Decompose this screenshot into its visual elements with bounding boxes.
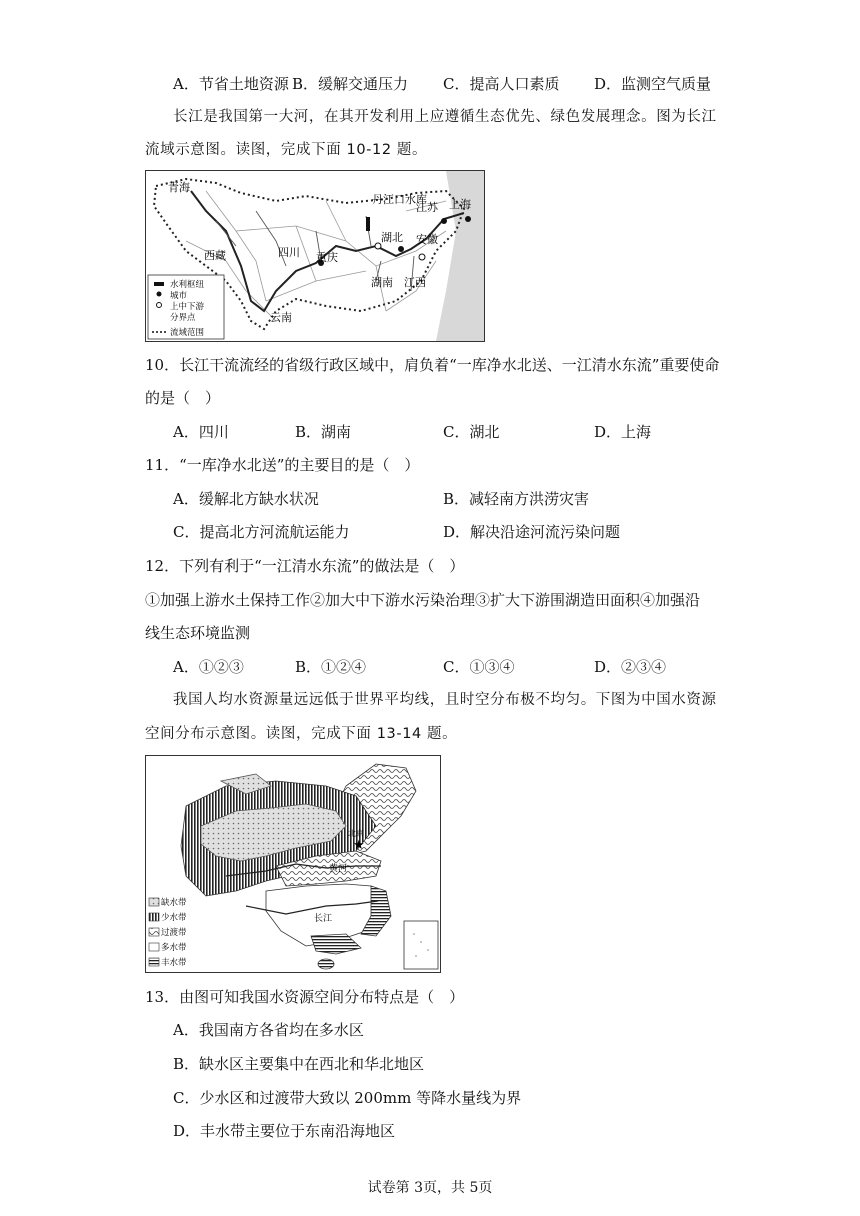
q13-option-b[interactable]: B．缺水区主要集中在西北和华北地区 — [173, 1055, 425, 1073]
label-jiangxi: 江西 — [404, 276, 426, 289]
city-shanghai-icon — [465, 216, 471, 222]
south-china-sea-inset — [404, 921, 438, 969]
legend-less: 少水带 — [161, 913, 187, 923]
label-hunan: 湖南 — [371, 276, 393, 289]
label-chongqing: 重庆 — [316, 251, 338, 264]
label-sichuan: 四川 — [278, 246, 300, 259]
beijing-star-icon: ★ — [353, 838, 365, 853]
legend-boundary1: 上中下游 — [170, 302, 205, 312]
q11-option-a[interactable]: A．缓解北方缺水状况 — [173, 490, 319, 508]
q9-option-b[interactable]: B．缓解交通压力 — [292, 75, 409, 93]
q12-statements-line2: 线生态环境监测 — [145, 624, 251, 642]
label-danjiangkou: 丹江口水库 — [372, 193, 427, 206]
china-water-resource-map — [145, 755, 441, 973]
legend-rich: 丰水带 — [161, 958, 187, 968]
intro2-line1: 我国人均水资源量远远低于世界平均线，且时空分布极不均匀。下图为中国水资源 — [173, 692, 717, 708]
label-jiangsu: 江苏 — [416, 201, 438, 214]
yangtze-basin-map — [145, 170, 485, 342]
legend-dam: 水利枢纽 — [170, 280, 205, 290]
intro1-line2: 流域示意图。读图，完成下面 10-12 题。 — [145, 142, 428, 158]
q10-option-c[interactable]: C．湖北 — [443, 423, 500, 441]
label-yangtze: 长江 — [314, 914, 333, 924]
q13-option-c[interactable]: C．少水区和过渡带大致以 200mm 等降水量线为界 — [173, 1089, 522, 1107]
city-wuhan-icon — [398, 246, 404, 252]
legend-boundary2: 分界点 — [170, 313, 196, 323]
q10-stem-line2: 的是（ ） — [145, 389, 221, 407]
q13-stem: 13．由图可知我国水资源空间分布特点是（ ） — [145, 988, 465, 1006]
q12-option-d[interactable]: D．②③④ — [594, 658, 667, 676]
legend-shortage: 缺水带 — [161, 898, 187, 908]
q12-stem: 12．下列有利于“一江清水东流”的做法是（ ） — [145, 557, 465, 575]
q10-option-a[interactable]: A．四川 — [173, 423, 229, 441]
q11-option-b[interactable]: B．减轻南方洪涝灾害 — [443, 490, 590, 508]
q10-option-d[interactable]: D．上海 — [594, 423, 652, 441]
legend-city: 城市 — [170, 291, 188, 301]
q13-option-a[interactable]: A．我国南方各省均在多水区 — [173, 1021, 364, 1039]
q12-option-c[interactable]: C．①③④ — [443, 658, 515, 676]
label-hubei: 湖北 — [381, 231, 403, 244]
page-footer: 试卷第 3页，共 5页 — [367, 1180, 493, 1196]
q12-statements-line1: ①加强上游水土保持工作②加大中下游水污染治理③扩大下游围湖造田面积④加强沿 — [145, 591, 701, 609]
q9-option-c[interactable]: C．提高人口素质 — [443, 75, 560, 93]
intro1-line1: 长江是我国第一大河，在其开发利用上应遵循生态优先、绿色发展理念。图为长江 — [173, 109, 717, 125]
q12-option-b[interactable]: B．①②④ — [295, 658, 367, 676]
label-xizang: 西藏 — [204, 249, 226, 262]
q10-option-b[interactable]: B．湖南 — [295, 423, 352, 441]
label-qinghai: 青海 — [168, 181, 190, 194]
city-nanjing-icon — [441, 218, 447, 224]
legend-more: 多水带 — [161, 943, 187, 953]
label-beijing: 北京 — [348, 829, 364, 838]
label-yellow-river: 黄河 — [329, 864, 348, 874]
label-anhui: 安徽 — [416, 233, 438, 246]
legend-transition: 过渡带 — [161, 928, 187, 938]
q9-option-a[interactable]: A．节省土地资源 — [173, 75, 289, 93]
q10-stem-line1: 10．长江干流流经的省级行政区域中，肩负着“一库净水北送、一江清水东流”重要使命 — [145, 356, 720, 374]
q11-option-d[interactable]: D．解决沿途河流污染问题 — [443, 523, 621, 541]
q12-option-a[interactable]: A．①②③ — [173, 658, 244, 676]
boundary-point-icon — [419, 254, 425, 260]
q13-option-d[interactable]: D．丰水带主要位于东南沿海地区 — [173, 1122, 396, 1140]
intro2-line2: 空间分布示意图。读图，完成下面 13-14 题。 — [145, 726, 458, 742]
q11-stem: 11．“一库净水北送”的主要目的是（ ） — [145, 456, 420, 474]
q9-option-d[interactable]: D．监测空气质量 — [594, 75, 712, 93]
danjiangkou-dam-icon — [366, 217, 370, 231]
label-shanghai: 上海 — [449, 198, 471, 211]
legend-basin: 流域范围 — [170, 328, 205, 338]
q11-option-c[interactable]: C．提高北方河流航运能力 — [173, 523, 350, 541]
label-yunnan: 云南 — [270, 311, 292, 324]
